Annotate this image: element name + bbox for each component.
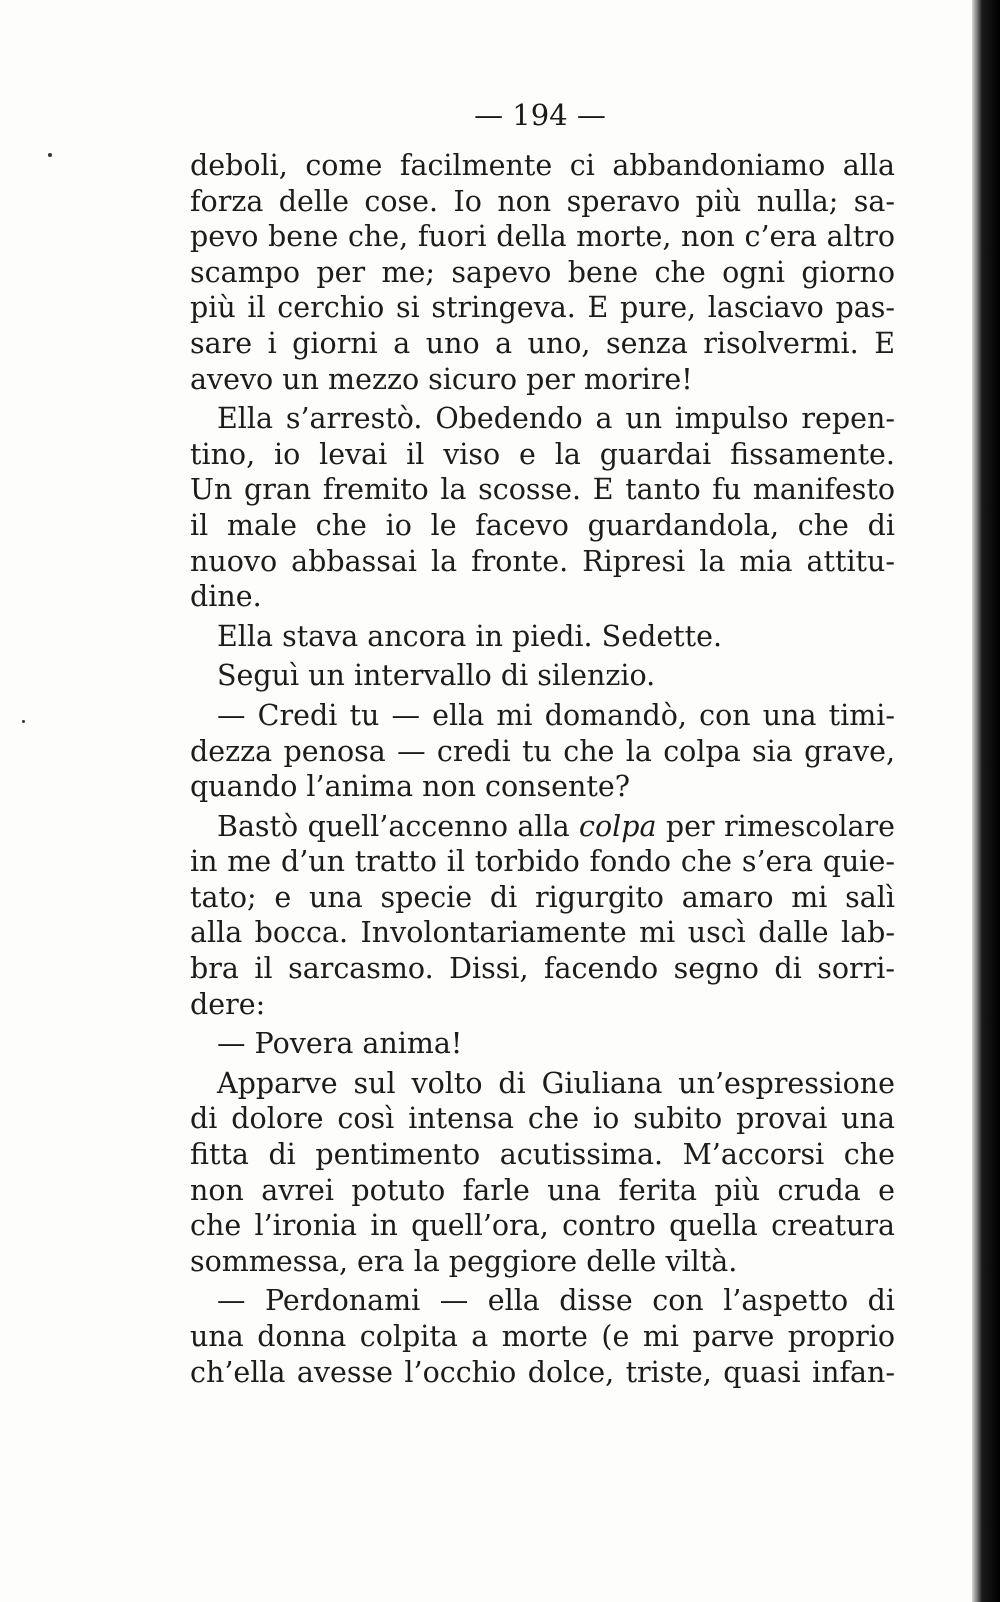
text-line: nuovo abbassai la fronte. Ripresi la mia attitu- — [190, 544, 895, 578]
text-line: Bastò quell’accenno alla colpa per rimescolare — [217, 809, 895, 843]
page-number: — 194 — — [474, 98, 606, 132]
emphasized-word: colpa — [579, 809, 657, 843]
text-line: tino, io levai il viso e la guardai fissamente. — [190, 437, 895, 471]
text-line: — Povera anima! — [217, 1027, 463, 1061]
text-line: fitta di pentimento acutissima. M’accorsi che — [190, 1138, 895, 1172]
text-line: Ella s’arrestò. Obedendo a un impulso repen- — [217, 402, 895, 436]
text-line: pevo bene che, fuori della morte, non c’era altro — [190, 220, 895, 254]
text-line: più il cerchio si stringeva. E pure, lasciavo pas- — [190, 291, 895, 325]
text-line: ch’ella avesse l’occhio dolce, triste, quasi infan- — [190, 1355, 895, 1389]
ink-speck — [48, 153, 52, 157]
text-line: sommessa, era la peggiore delle viltà. — [190, 1244, 738, 1278]
body-text — [190, 148, 895, 1390]
text-line: una donna colpita a morte (e mi parve proprio — [190, 1320, 895, 1353]
text-line: forza delle cose. Io non speravo più nulla; sa- — [190, 184, 895, 218]
text-line: alla bocca. Involontariamente mi uscì dalle lab- — [190, 916, 895, 950]
text-line: Un gran fremito la scosse. E tanto fu manifesto — [190, 473, 895, 507]
text-line: Ella stava ancora in piedi. Sedette. — [217, 619, 723, 653]
page-binding-edge — [972, 0, 1000, 1602]
text-line: bra il sarcasmo. Dissi, facendo segno di sorri- — [190, 952, 895, 986]
text-line: — Perdonami — ella disse con l’aspetto di — [217, 1284, 895, 1318]
text-line: Seguì un intervallo di silenzio. — [217, 659, 656, 693]
text-line: sare i giorni a uno a uno, senza risolvermi. E — [190, 326, 895, 360]
text-line: dine. — [190, 580, 262, 614]
text-line: dezza penosa — credi tu che la colpa sia grave, — [190, 734, 895, 768]
text-line: quando l’anima non consente? — [190, 770, 630, 804]
text-line: Apparve sul volto di Giuliana un’espressione — [217, 1066, 895, 1100]
text-line: tato; e una specie di rigurgito amaro mi salì — [190, 880, 895, 914]
text-line: dere: — [190, 987, 266, 1021]
text-line: di dolore così intensa che io subito provai una — [190, 1102, 895, 1136]
text-line: — Credi tu — ella mi domandò, con una timi- — [217, 698, 895, 732]
text-line: avevo un mezzo sicuro per morire! — [190, 362, 693, 396]
text-line: il male che io le facevo guardandola, che di — [190, 508, 895, 542]
text-line: scampo per me; sapevo bene che ogni giorno — [190, 255, 895, 289]
text-line: deboli, come facilmente ci abbandoniamo alla — [190, 149, 895, 182]
text-line: che l’ironia in quell’ora, contro quella creatura — [190, 1209, 895, 1243]
text-line: in me d’un tratto il torbido fondo che s’era quie- — [190, 845, 895, 879]
ink-speck — [22, 720, 25, 723]
text-line: non avrei potuto farle una ferita più cruda e — [190, 1173, 895, 1207]
